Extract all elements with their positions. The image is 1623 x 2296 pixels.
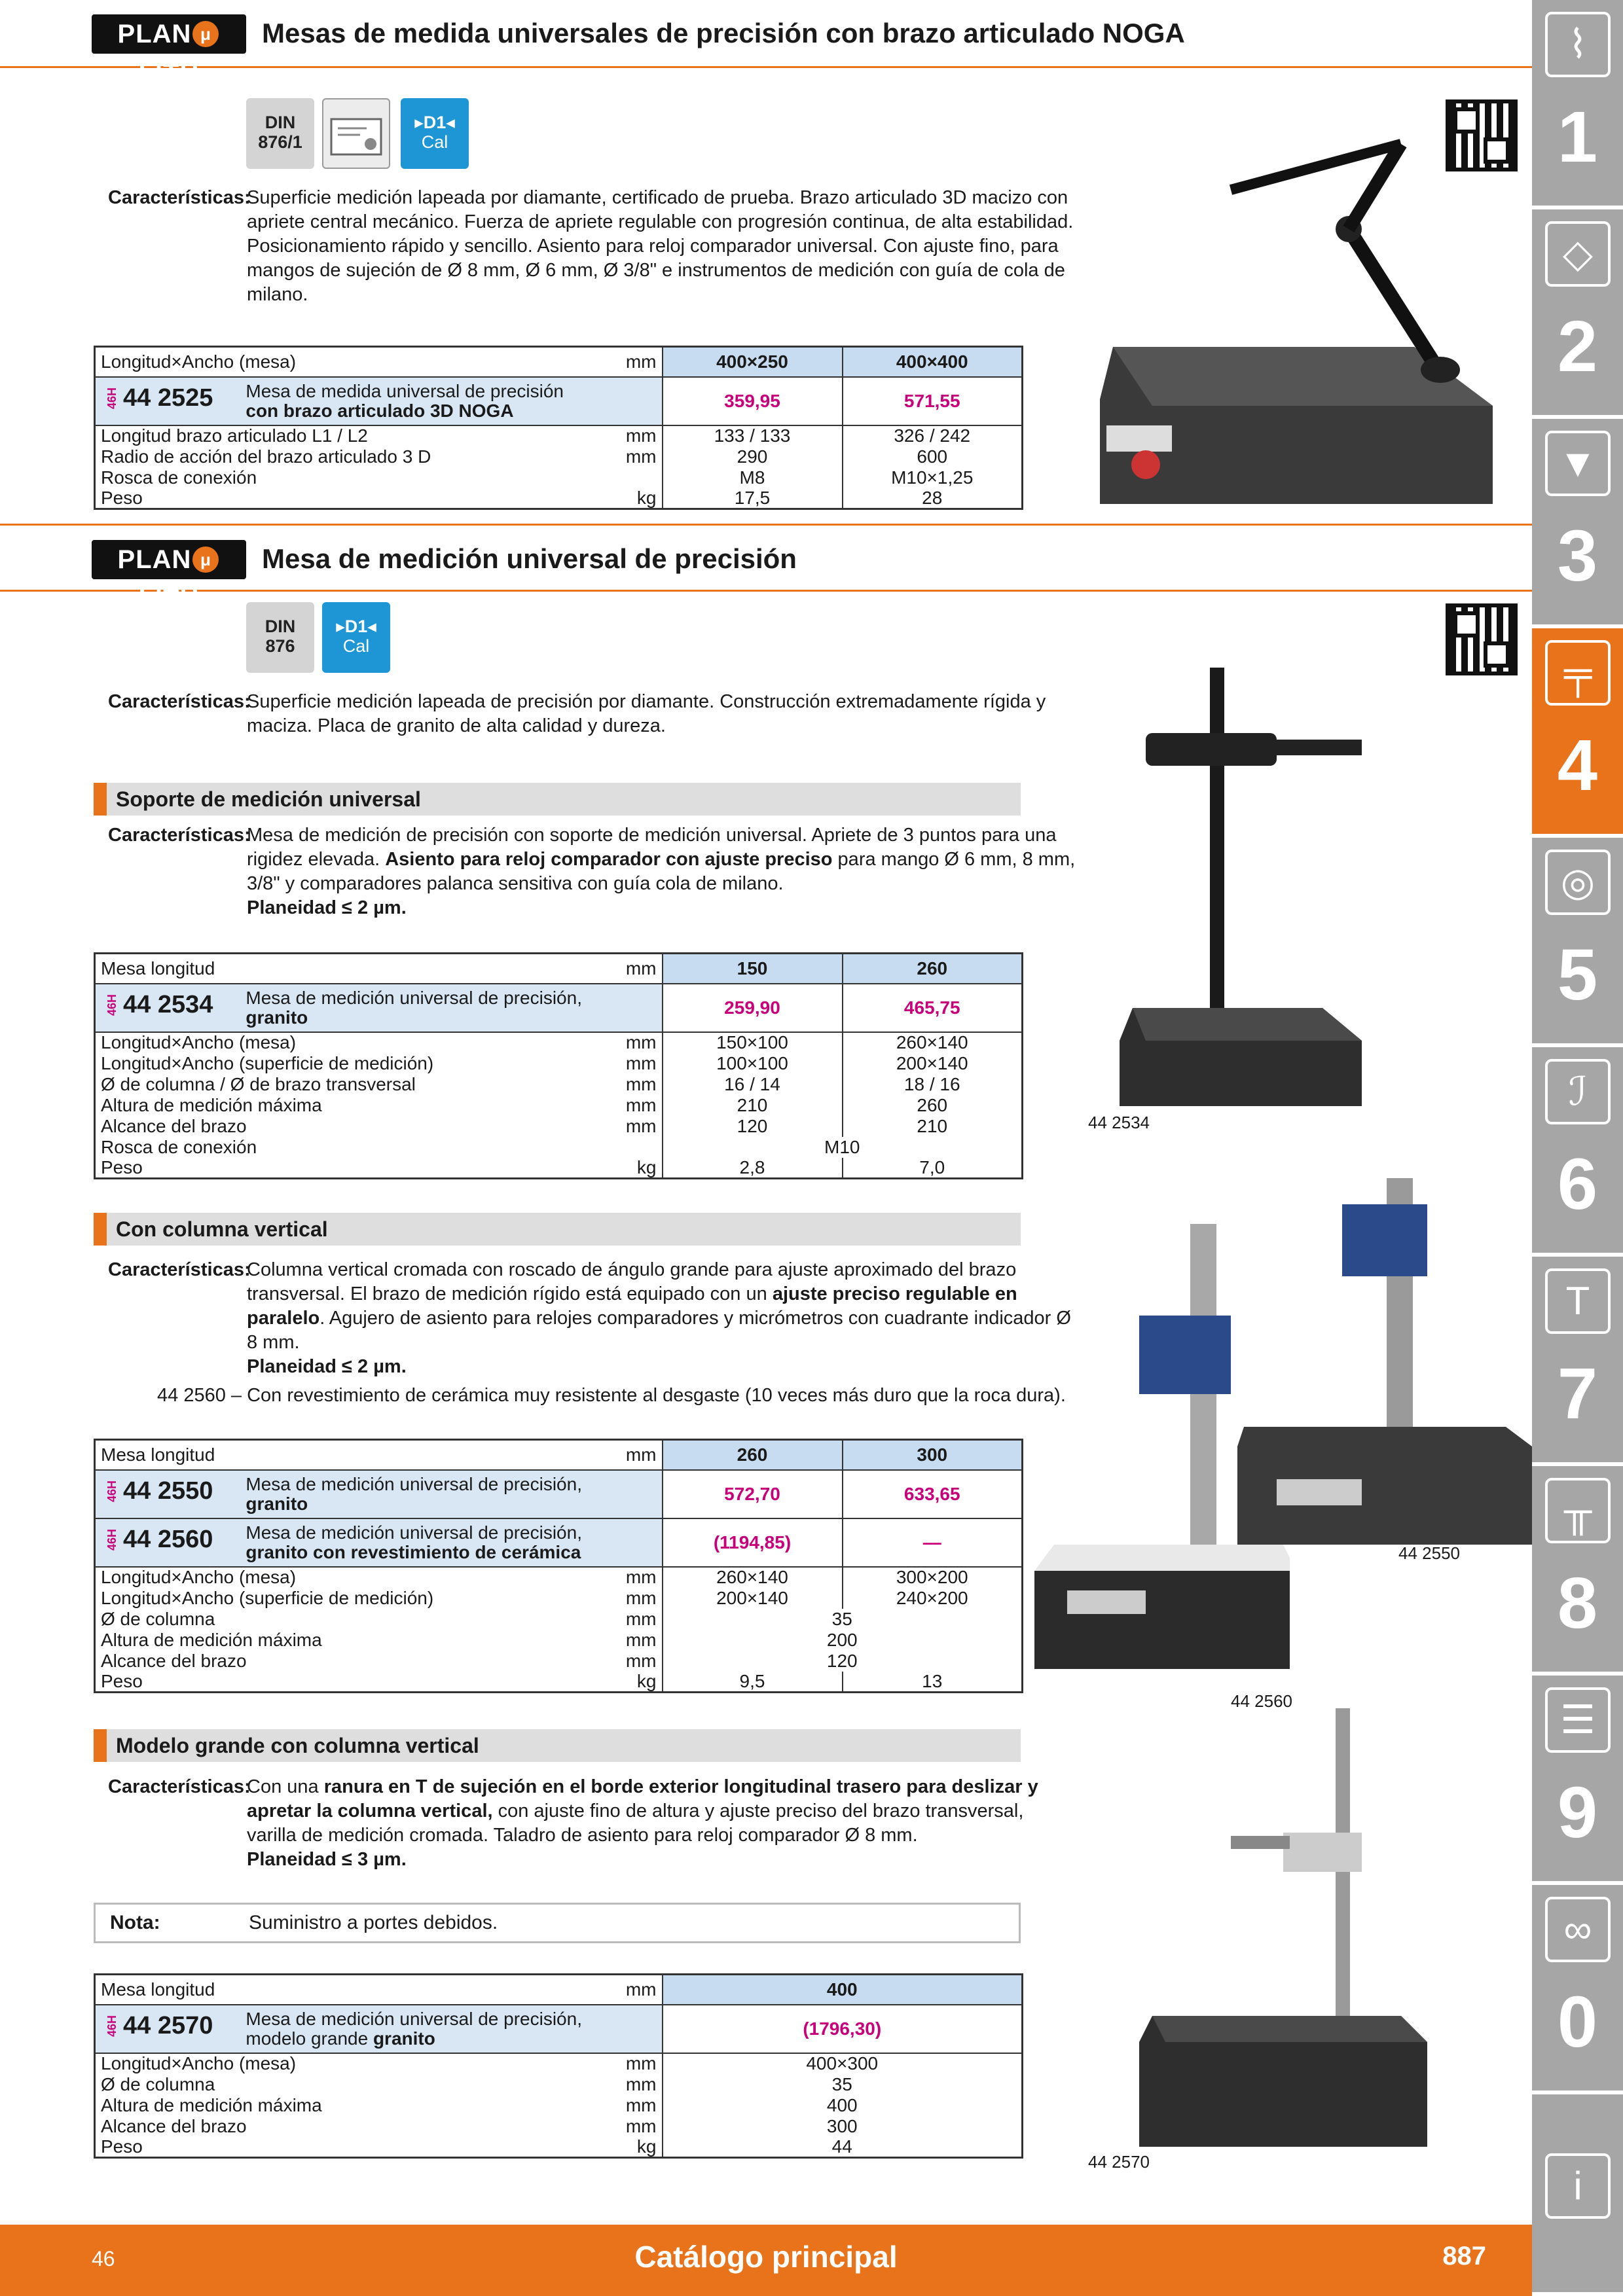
hammer-pliers-icon: T: [1545, 1268, 1611, 1334]
insert-icon: ◇: [1545, 221, 1611, 287]
image-caption: 44 2534: [1088, 1113, 1150, 1132]
section-title: Mesas de medida universales de precisión con brazo articulado NOGA: [262, 18, 1185, 48]
chapter-tab-7[interactable]: T 7: [1532, 1257, 1623, 1466]
price: 259,90: [663, 984, 843, 1032]
product-image-442550-442560: [1028, 1152, 1532, 1708]
features-text: Características: Mesa de medición de precisión con soporte de medición universal. Apriete de 3 puntos para una rigidez elevada. Asiento para reloj comparador con ajuste preciso para mango Ø 6 mm, 8 mm, 3/8" y comparadores palanca sensitiva con guía cola de milano. Planeidad ≤ 2 µm.: [108, 825, 1076, 918]
chapter-tab-9[interactable]: ☰ 9: [1532, 1676, 1623, 1885]
planolith-logo: PLAN μLITH: [92, 540, 246, 579]
chapter-tab-1[interactable]: ⌇ 1: [1532, 0, 1623, 209]
price: —: [843, 1518, 1023, 1567]
chapter-tab-4[interactable]: ╤ 4: [1532, 628, 1623, 838]
footer: [0, 2225, 1532, 2296]
page-code: 46: [92, 2247, 115, 2270]
section-title: Mesa de medición universal de precisión: [262, 543, 797, 574]
features-text: Características: Columna vertical cromada con roscado de ángulo grande para ajuste aproximado del brazo transversal. El brazo de medición rígido está equipado con un ajuste preciso regulable en paralelo. Agujero de asiento para relojes comparadores y micrómetros con cuadrante indicador Ø 8 mm. Planeidad ≤ 2 µm.: [108, 1259, 1071, 1377]
chapter-tab-info[interactable]: [1532, 2094, 1623, 2296]
features-text: Características: Con una ranura en T de sujeción en el borde exterior longitudinal trasero para deslizar y apretar la columna vertical, con ajuste fino de altura y ajuste preciso del brazo transversal, varilla de medición cromada. Taladro de asiento para reloj comparador Ø 8 mm. Planeidad ≤ 3 µm.: [108, 1776, 1038, 1870]
image-caption: 44 2550: [1398, 1543, 1460, 1563]
din-badge: DIN 876: [246, 602, 314, 673]
certificate-icon: [322, 98, 390, 169]
price: 571,55: [843, 377, 1023, 425]
variant-note: 44 2560 – Con revestimiento de cerámica muy resistente al desgaste (10 veces más duro que la roca dura).: [157, 1385, 1066, 1406]
chapter-tab-6[interactable]: ℐ 6: [1532, 1047, 1623, 1257]
caliper-icon: ╤: [1545, 640, 1611, 706]
catalog-title: Catálogo principal: [634, 2240, 898, 2274]
price: 572,70: [663, 1470, 843, 1518]
article-row[interactable]: 46H 44 2570 Mesa de medición universal de precisión, modelo grande granito (1796,30): [95, 2005, 1023, 2053]
din-badge: DIN 876/1: [246, 98, 314, 169]
price: 359,95: [663, 377, 843, 425]
subsection-title: Con columna vertical: [94, 1213, 1021, 1246]
chapter-tab-2[interactable]: ◇ 2: [1532, 209, 1623, 419]
price: (1796,30): [663, 2005, 1023, 2053]
planolith-logo: PLAN μLITH: [92, 14, 246, 54]
drill-icon: ⌇: [1545, 12, 1611, 77]
price: 465,75: [843, 984, 1023, 1032]
product-image-442534: [1106, 661, 1447, 1113]
chapter-tab-5[interactable]: ◎ 5: [1532, 838, 1623, 1047]
spec-table-442550: Mesa longitud mm 260 300 46H 44 2550 Mesa de medición universal de precisión, granito 572,70 633,65 46H 44 2560 Mesa de medición universal de precisión, granito con revestimiento de cerámica (1194,85) — Longitud×Ancho (mesa) mm 260×140 300×200 Longitud×Ancho (superficie de medición) mm 200×140 240×200 Ø de columna mm 35 Altura de medición máxima mm 200 Alcance del brazo mm 120 Peso kg 9,5 13: [94, 1439, 1023, 1693]
image-caption: 44 2560: [1231, 1691, 1292, 1711]
spec-table-442570: Mesa longitud mm 400 46H 44 2570 Mesa de medición universal de precisión, modelo grande granito (1796,30) Longitud×Ancho (mesa) mm 400×300 Ø de columna mm 35 Altura de medición máxima mm 400 Alcance del brazo mm 300 Peso kg 44: [94, 1973, 1023, 2159]
spec-table-442534: Mesa longitud mm 150 260 46H 44 2534 Mesa de medición universal de precisión, granito 259,90 465,75 Longitud×Ancho (mesa) mm 150×100 260×140 Longitud×Ancho (superficie de medición) mm 100×100 200×140 Ø de columna / Ø de brazo transversal mm 16 / 14 18 / 16 Altura de medición máxima mm 210 260 Alcance del brazo mm 120 210 Rosca de conexión M10 Peso kg 2,8 7,0: [94, 952, 1023, 1179]
price: 633,65: [843, 1470, 1023, 1518]
info-icon: i: [1545, 2153, 1611, 2219]
subsection-title: Soporte de medición universal: [94, 783, 1021, 816]
product-image-442570: [1126, 1702, 1453, 2160]
subsection-title: Modelo grande con columna vertical: [94, 1729, 1021, 1762]
workbench-icon: ╥: [1545, 1478, 1611, 1543]
article-row[interactable]: 46H 44 2550 Mesa de medición universal de precisión, granito 572,70 633,65: [95, 1470, 1023, 1518]
article-row[interactable]: 46H 44 2534 Mesa de medición universal de precisión, granito 259,90 465,75: [95, 984, 1023, 1032]
nota-box: Nota: Suministro a portes debidos.: [94, 1903, 1021, 1943]
safety-goggles-icon: ∞: [1545, 1897, 1611, 1962]
saw-blade-icon: ◎: [1545, 850, 1611, 915]
section-header-2: [0, 524, 1532, 613]
cal-badge: ▸D1◂ Cal: [401, 98, 469, 169]
product-image-noga-table: [1074, 124, 1532, 530]
wrench-icon: ℐ: [1545, 1059, 1611, 1124]
article-row[interactable]: 46H 44 2560 Mesa de medición universal de precisión, granito con revestimiento de cerámica (1194,85) —: [95, 1518, 1023, 1567]
page-number: 887: [1442, 2242, 1486, 2270]
spec-table-442525: Longitud×Ancho (mesa) mm 400×250 400×400 46H 44 2525 Mesa de medida universal de precisión con brazo articulado 3D NOGA 359,95 571,55 Longitud brazo articulado L1 / L2 mm 133 / 133 326 / 242 Radio de acción del brazo articulado 3 D mm 290 600 Rosca de conexión M8 M10×1,25 Peso kg 17,5 28: [94, 346, 1023, 510]
chapter-tab-3[interactable]: ▼ 3: [1532, 419, 1623, 628]
cabinet-icon: ☰: [1545, 1687, 1611, 1753]
chuck-icon: ▼: [1545, 431, 1611, 496]
features-text: Características: Superficie medición lapeada de precisión por diamante. Construcción extremadamente rígida y maciza. Placa de granito de alta calidad y dureza.: [108, 691, 1046, 736]
cal-badge: ▸D1◂ Cal: [322, 602, 390, 673]
chapter-tab-8[interactable]: ╥ 8: [1532, 1466, 1623, 1676]
article-row[interactable]: 46H 44 2525 Mesa de medida universal de precisión con brazo articulado 3D NOGA 359,95 571,55: [95, 377, 1023, 425]
section-header-1: [0, 0, 1532, 88]
features-text: Características: Superficie medición lapeada por diamante, certificado de prueba. Brazo articulado 3D macizo con apriete central mecánico. Fuerza de apriete regulable con progresión continua, de alta estabilidad. Posicionamiento rápido y sencillo. Asiento para reloj comparador universal. Con ajuste fino, para mangos de sujeción de Ø 8 mm, Ø 6 mm, Ø 3/8" e instrumentos de medición con guía de cola de milano.: [108, 187, 1074, 305]
price: (1194,85): [663, 1518, 843, 1567]
image-caption: 44 2570: [1088, 2152, 1150, 2172]
qr-code-icon[interactable]: [1446, 603, 1518, 675]
chapter-tab-0[interactable]: ∞ 0: [1532, 1885, 1623, 2094]
